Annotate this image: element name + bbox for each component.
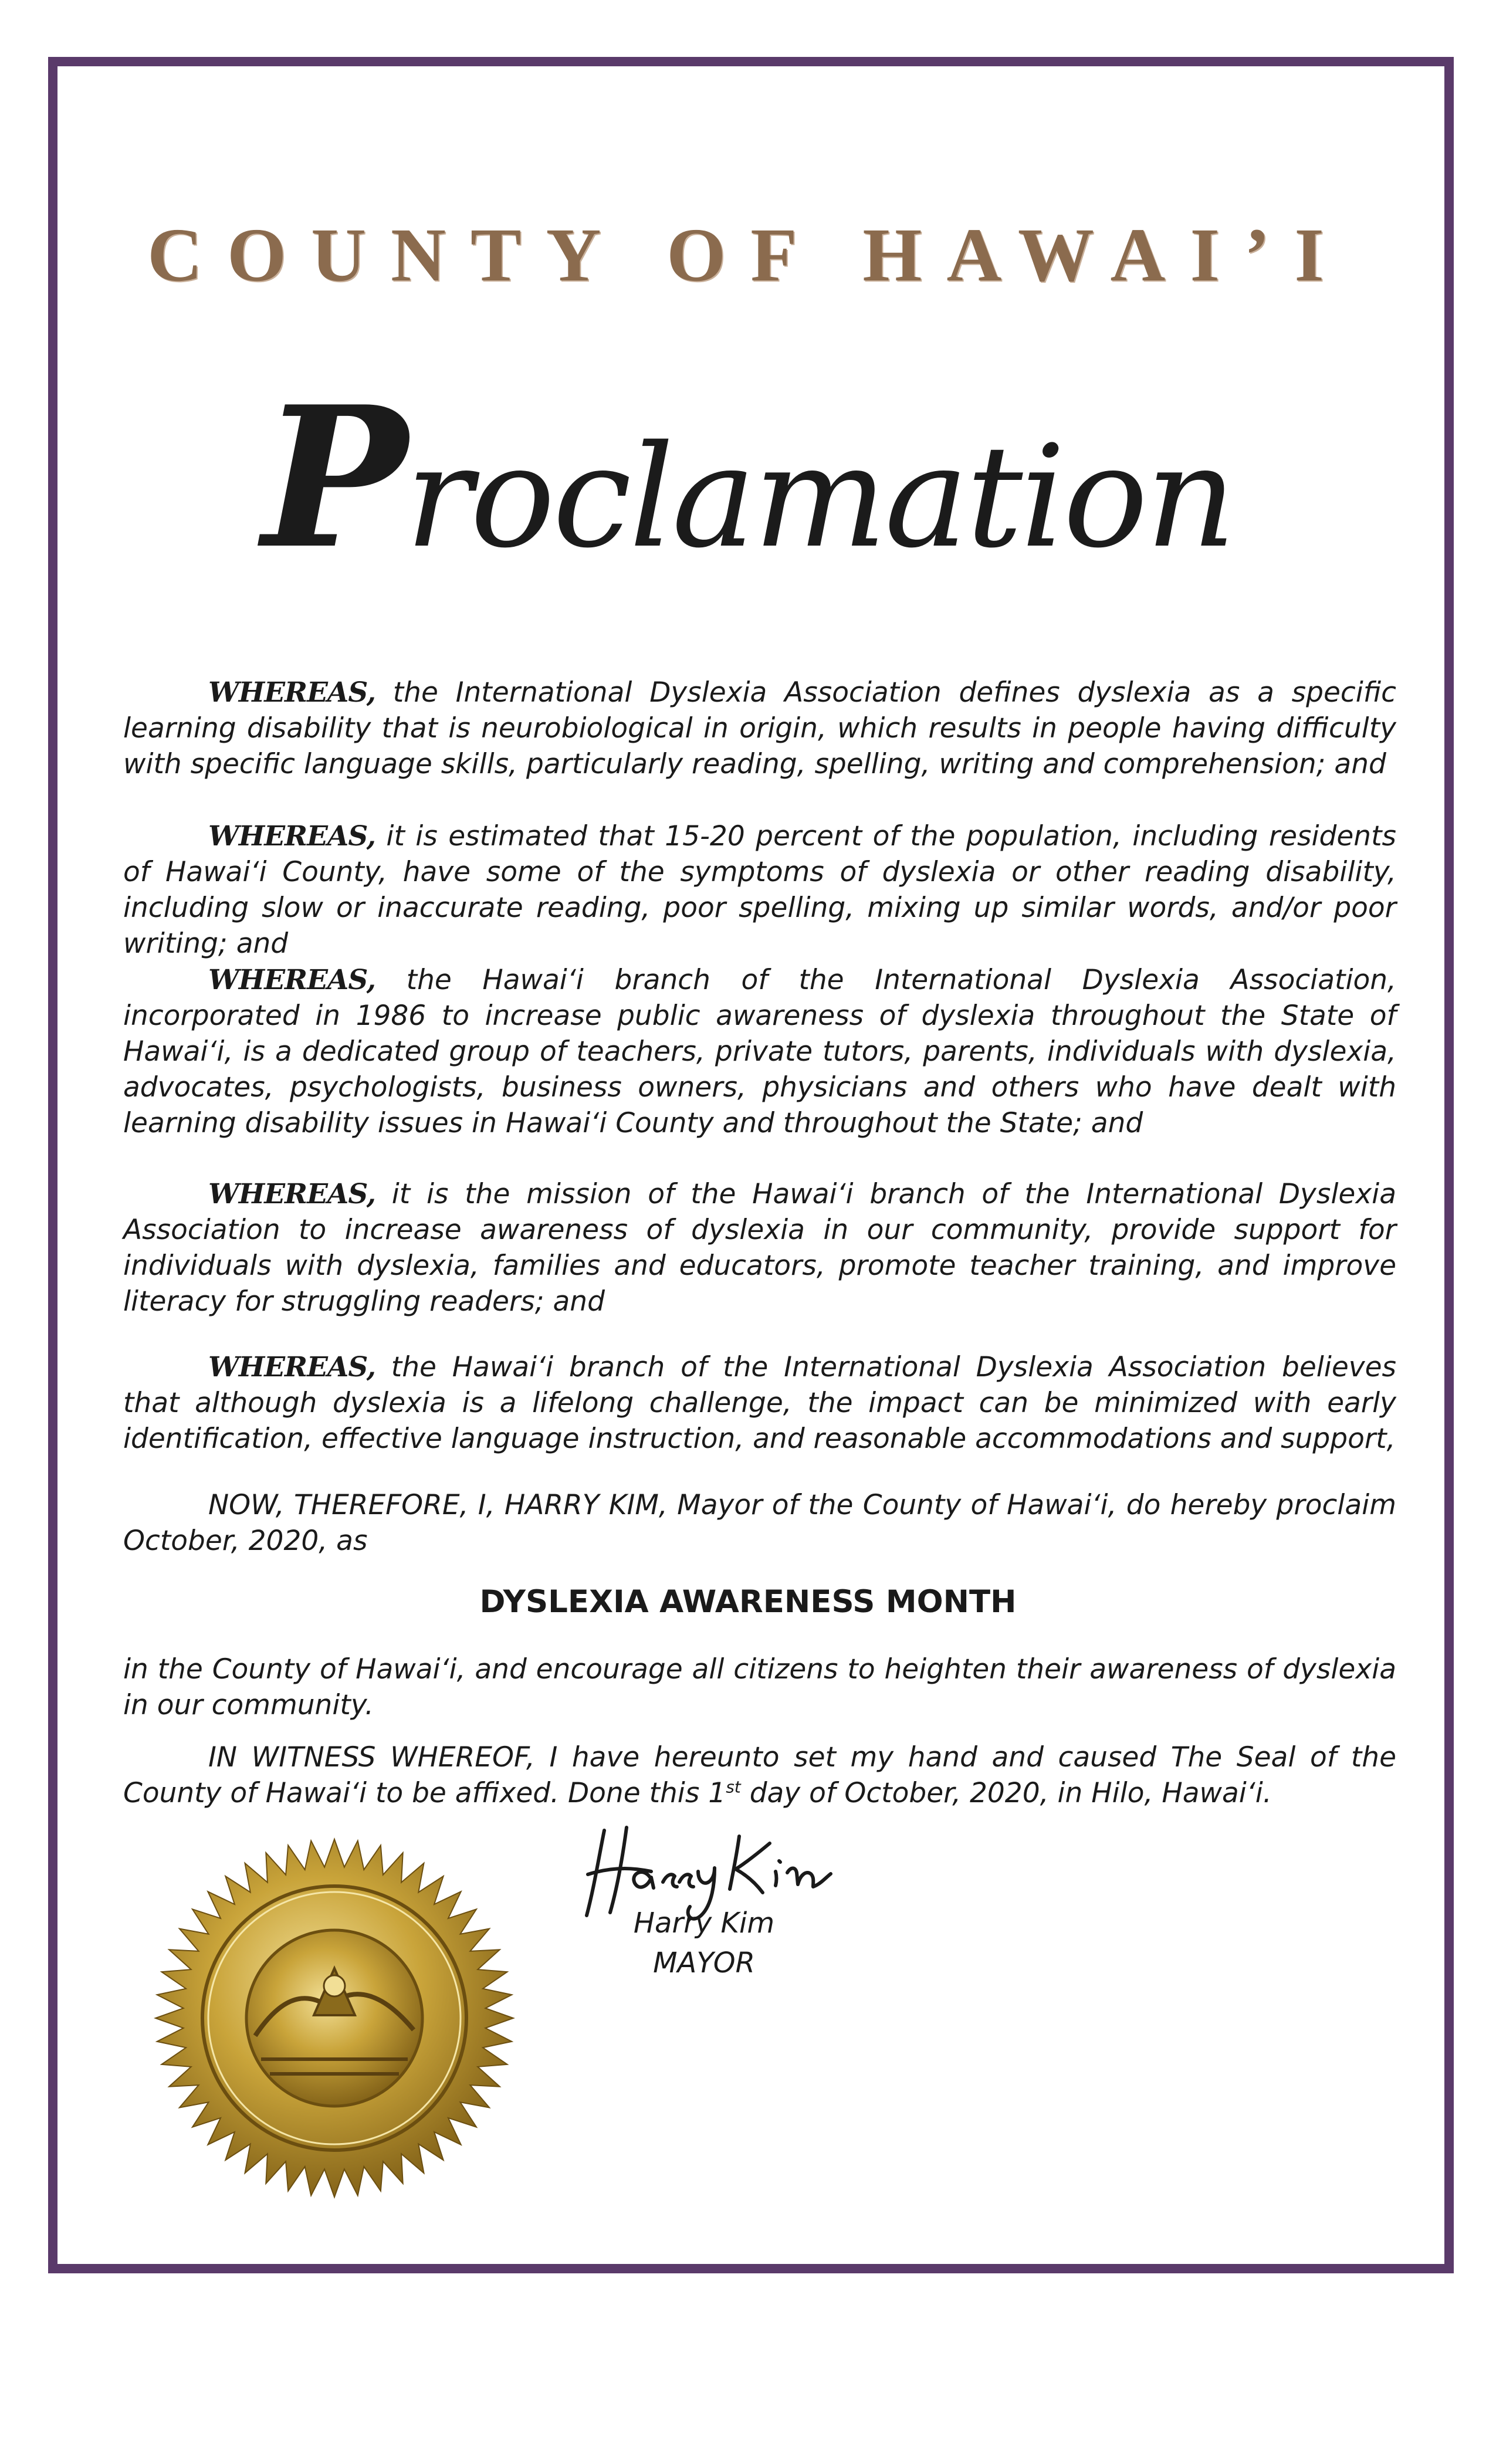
therefore-paragraph: NOW, THEREFORE, I, HARRY KIM, Mayor of the County of Hawai‘i, do hereby proclaim October, 2020, as — [123, 1489, 1396, 1557]
signatory-name: Harry Kim — [633, 1907, 775, 1940]
encourage-paragraph: in the County of Hawai‘i, and encourage all citizens to heighten their awareness of dyslexia in our community. — [123, 1653, 1396, 1721]
witness-block — [123, 1739, 1396, 1811]
whereas-text: the Hawai‘i branch of the International Dyslexia Association believes that although dyslexia is a lifelong challenge, the impact can be minimized with early identification, effective language instruction, and reasonable accommodations and support, — [123, 1351, 1396, 1455]
title-rest: roclamation — [405, 415, 1234, 579]
whereas-paragraph — [123, 818, 1396, 962]
signatory-title: MAYOR — [653, 1947, 755, 1979]
whereas-block-1 — [123, 675, 1396, 782]
witness-ordinal: st — [726, 1777, 741, 1797]
therefore-block — [123, 1487, 1396, 1559]
whereas-lead: WHEREAS, — [208, 1178, 375, 1210]
whereas-block-4 — [123, 1176, 1396, 1319]
whereas-lead: WHEREAS, — [208, 964, 375, 996]
witness-text-after: day of October, 2020, in Hilo, Hawai‘i. — [740, 1777, 1272, 1809]
whereas-block-3 — [123, 962, 1396, 1141]
whereas-block-5 — [123, 1349, 1396, 1457]
proclamation-title — [0, 364, 1496, 591]
whereas-text: it is the mission of the Hawai‘i branch of the International Dyslexia Association to increase awareness of dyslexia in our community, provide support for individuals with dyslexia, families and educators, promote teacher training, and improve literacy for struggling readers; and — [123, 1178, 1396, 1318]
witness-text-before: IN WITNESS WHEREOF, I have hereunto set my hand and caused The Seal of the County of Hawai‘i to be affixed. Done this 1 — [123, 1741, 1396, 1809]
witness-paragraph — [123, 1739, 1396, 1811]
whereas-lead: WHEREAS, — [208, 676, 375, 709]
whereas-paragraph — [123, 1349, 1396, 1457]
title-initial: P — [262, 364, 405, 591]
gold-seal-icon — [153, 1836, 516, 2200]
whereas-paragraph — [123, 675, 1396, 782]
county-heading: COUNTY OF HAWAI’I — [147, 213, 1349, 297]
whereas-paragraph — [123, 962, 1396, 1141]
proclamation-subject: DYSLEXIA AWARENESS MONTH — [479, 1584, 1017, 1620]
whereas-text: the Hawai‘i branch of the International Dyslexia Association, incorporated in 1986 to increase public awareness of dyslexia throughout the State of Hawai‘i, is a dedicated group of teachers, private tutors, parents, individuals with dyslexia, advocates, psychologists, business owners, physicians and others who have dealt with learning disability issues in Hawai‘i County and throughout the State; and — [123, 964, 1396, 1139]
whereas-text: the International Dyslexia Association defines dyslexia as a specific learning disability that is neurobiological in origin, which results in people having difficulty with specific language skills, particularly reading, spelling, writing and comprehension; and — [123, 676, 1396, 780]
whereas-lead: WHEREAS, — [208, 1351, 375, 1383]
whereas-text: it is estimated that 15-20 percent of the population, including residents of Hawai‘i County, have some of the symptoms of dyslexia or other reading disability, including slow or inaccurate reading, poor spelling, mixing up similar words, and/or poor writing; and — [123, 820, 1396, 960]
whereas-paragraph — [123, 1176, 1396, 1319]
whereas-block-2 — [123, 818, 1396, 962]
encourage-block — [123, 1651, 1396, 1723]
whereas-lead: WHEREAS, — [208, 820, 375, 852]
